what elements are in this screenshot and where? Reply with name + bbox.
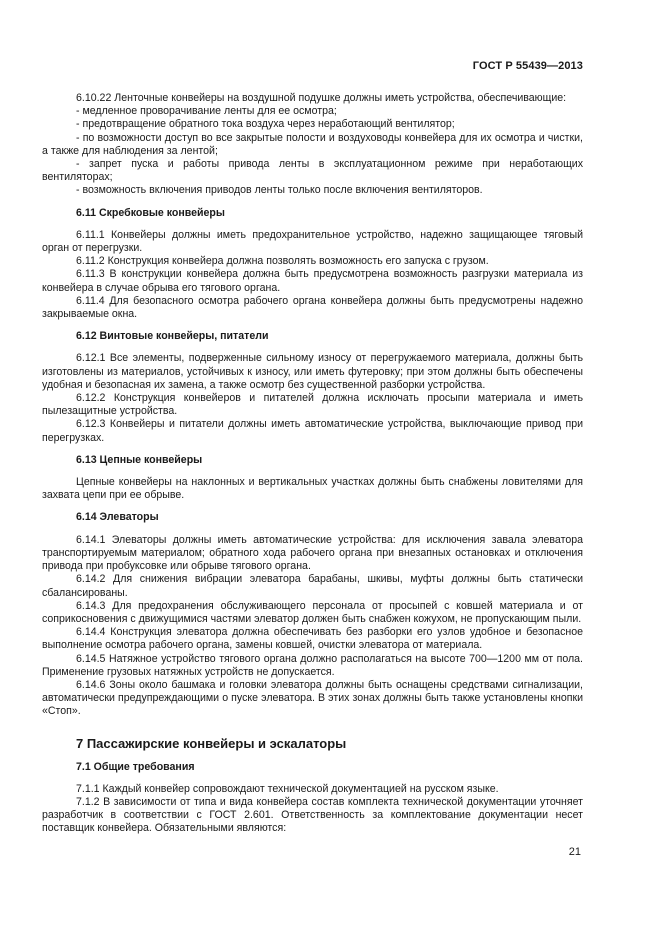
section-6-12 <box>42 330 583 445</box>
paragraph: 6.14.4 Конструкция элеватора должна обеспечивать без разборки его узлов удобное и безопасное выполнение осмотра рабочего органа, замены ковшей, очистки элеватора от материала. <box>42 626 583 652</box>
paragraph: 6.12.1 Все элементы, подверженные сильному износу от перегружаемого материала, должны быть изготовлены из материалов, устойчивых к износу, или иметь футеровку; при этом должны быть обеспечены удобная и безопасная их замена, а также осмотр без существенной разборки устройства. <box>42 352 583 391</box>
section-6-10-22 <box>42 92 583 198</box>
list-item: - возможность включения приводов ленты только после включения вентиляторов. <box>76 184 483 197</box>
paragraph: 7.1.2 В зависимости от типа и вида конвейера состав комплекта технической документации уточняет разработчик в соответствии с ГОСТ 2.601. Ответственность за комплектование документации несет поставщик конвейера. Обязательными являются: <box>42 795 583 835</box>
document-code: ГОСТ Р 55439—2013 <box>472 60 583 72</box>
page-number: 21 <box>568 846 581 858</box>
paragraph: 6.11.3 В конструкции конвейера должна быть предусмотрена возможность разгрузки материала из конвейера в случае обрыва его тягового органа. <box>42 268 583 294</box>
chapter-title: 7 Пассажирские конвейеры и эскалаторы <box>76 735 347 751</box>
paragraph: 6.14.5 Натяжное устройство тягового органа должно располагаться на высоте 700—1200 мм от пола. Применение грузовых натяжных устройств не допускается. <box>42 652 583 678</box>
paragraph: Цепные конвейеры на наклонных и вертикальных участках должны быть снабжены ловителями для захвата цепи при ее обрыве. <box>42 476 583 502</box>
paragraph: 6.12.3 Конвейеры и питатели должны иметь автоматические устройства, выключающие привод при перегрузках. <box>42 418 583 444</box>
paragraph: 6.14.1 Элеваторы должны иметь автоматические устройства: для исключения завала элеватора транспортируемым материалом; обратного хода рабочего органа при внезапных остановках и отключения привода при пробуксовке или обрыве тягового органа. <box>42 533 583 573</box>
section-heading: 6.14 Элеваторы <box>76 511 159 524</box>
list-item: - предотвращение обратного тока воздуха через неработающий вентилятор; <box>76 118 455 131</box>
section-heading: 7.1 Общие требования <box>76 760 195 773</box>
section-6-14 <box>42 511 583 718</box>
section-6-13 <box>42 454 583 503</box>
list-item: - запрет пуска и работы привода ленты в эксплуатационном режиме при неработающих вентиляторах; <box>42 158 583 184</box>
paragraph: 6.10.22 Ленточные конвейеры на воздушной подушке должны иметь устройства, обеспечивающие: <box>76 92 567 104</box>
paragraph: 6.11.1 Конвейеры должны иметь предохранительное устройство, надежно защищающее тяговый орган от перегрузки. <box>42 228 583 255</box>
section-heading: 6.12 Винтовые конвейеры, питатели <box>76 330 269 343</box>
paragraph: 6.11.4 Для безопасного осмотра рабочего органа конвейера должны быть предусмотрены надежно закрываемые окна. <box>42 294 583 321</box>
list-item: - по возможности доступ во все закрытые полости и воздуховоды конвейера для их осмотра и чистки, а также для наблюдения за лентой; <box>42 131 583 157</box>
list-item: - медленное проворачивание ленты для ее осмотра; <box>76 105 337 118</box>
paragraph: 6.14.3 Для предохранения обслуживающего персонала от просыпей с ковшей материала и от соприкосновения с движущимися частями элеватор должен быть снабжен кожухом, не пропускающим пыли. <box>42 599 583 625</box>
document-body <box>42 92 583 836</box>
paragraph: 6.12.2 Конструкция конвейеров и питателей должна исключать просыпи материала и иметь пылезащитные устройства. <box>42 392 583 418</box>
paragraph: 6.11.2 Конструкция конвейера должна позволять возможность его запуска с грузом. <box>76 255 489 268</box>
paragraph: 6.14.2 Для снижения вибрации элеватора барабаны, шкивы, муфты должны быть статически сбалансированы. <box>42 573 583 599</box>
section-heading: 6.13 Цепные конвейеры <box>76 453 203 466</box>
chapter-7 <box>42 736 583 836</box>
paragraph: 6.14.6 Зоны около башмака и головки элеватора должны быть оснащены средствами сигнализации, автоматически предупреждающими о пуске элеватора. В этих зонах должны быть также установлены кнопки «Стоп». <box>42 678 583 718</box>
section-6-11 <box>42 207 583 322</box>
section-heading: 6.11 Скребковые конвейеры <box>76 206 225 219</box>
paragraph: 7.1.1 Каждый конвейер сопровождают технической документацией на русском языке. <box>76 782 499 795</box>
